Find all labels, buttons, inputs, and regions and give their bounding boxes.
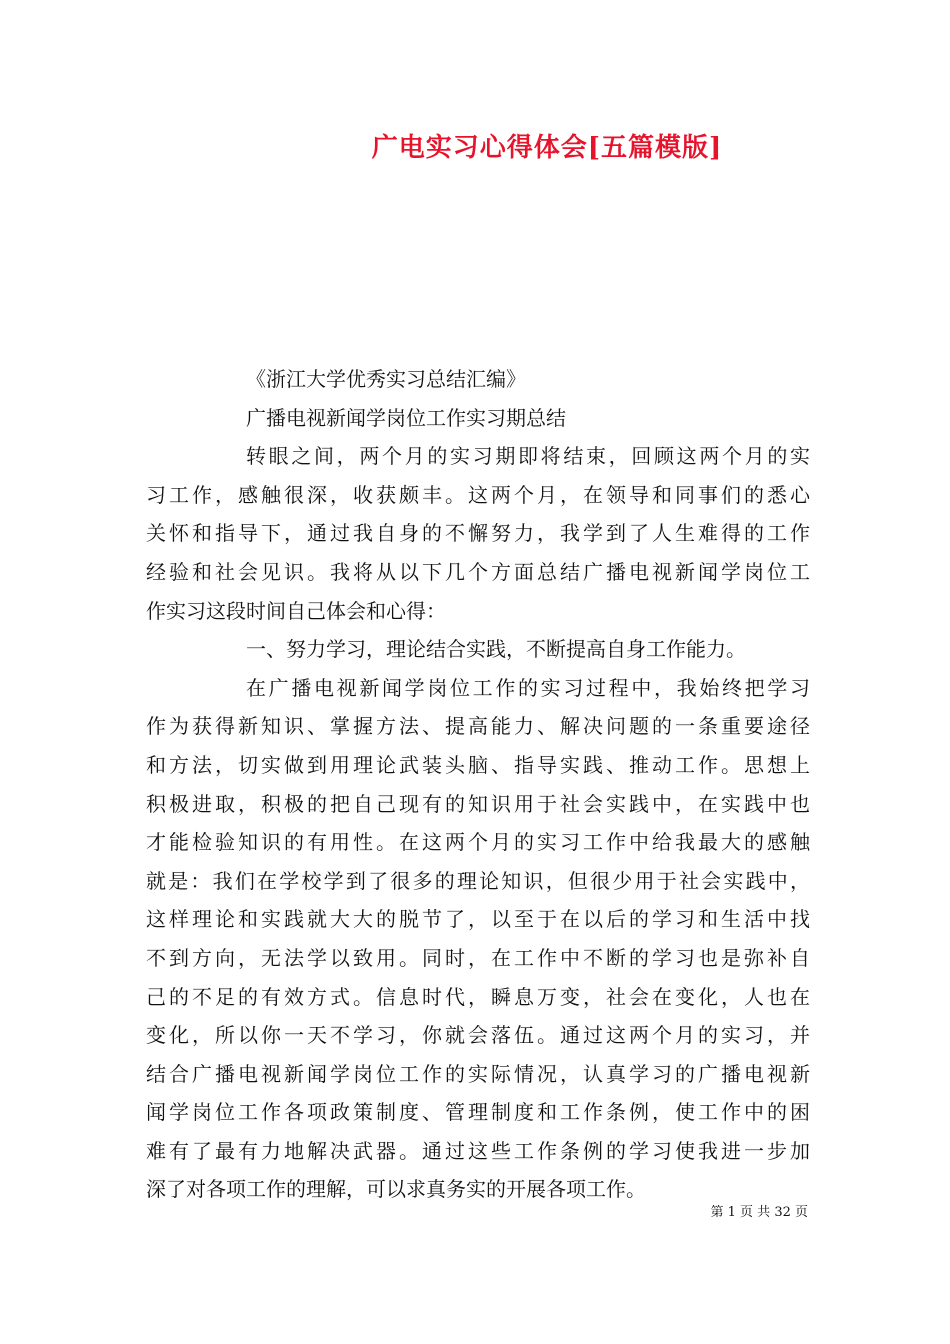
paragraph-1	[146, 437, 810, 630]
subtitle	[146, 399, 810, 438]
paragraph-2-line: 作为获得新知识、掌握方法、提高能力、解决问题的一条重要途径	[146, 714, 810, 739]
document-body	[146, 360, 810, 1209]
section-heading-1-text: 一、努力学习，理论结合实践，不断提高自身工作能力。	[246, 637, 746, 662]
paragraph-2-line: 这样理论和实践就大大的脱节了，以至于在以后的学习和生活中找	[146, 907, 810, 932]
paragraph-2	[146, 669, 810, 1209]
paragraph-2-line: 和方法，切实做到用理论武装头脑、指导实践、推动工作。思想上	[146, 752, 810, 777]
paragraph-2-line: 不到方向，无法学以致用。同时，在工作中不断的学习也是弥补自	[146, 945, 810, 970]
subtitle-text: 广播电视新闻学岗位工作实习期总结	[246, 405, 566, 430]
paragraph-2-line: 就是：我们在学校学到了很多的理论知识，但很少用于社会实践中，	[146, 868, 810, 893]
paragraph-2-line: 难有了最有力地解决武器。通过这些工作条例的学习使我进一步加	[146, 1138, 810, 1163]
document-title: 广电实习心得体会[五篇模版]	[371, 133, 723, 163]
paragraph-2-line: 闻学岗位工作各项政策制度、管理制度和工作条例，使工作中的困	[146, 1100, 810, 1125]
paragraph-2-line: 变化，所以你一天不学习，你就会落伍。通过这两个月的实习，并	[146, 1023, 810, 1048]
paragraph-1-line: 习工作，感触很深，收获颇丰。这两个月，在领导和同事们的悉心	[146, 482, 810, 507]
paragraph-1-line: 经验和社会见识。我将从以下几个方面总结广播电视新闻学岗位工	[146, 559, 810, 584]
paragraph-2-line: 结合广播电视新闻学岗位工作的实际情况，认真学习的广播电视新	[146, 1061, 810, 1086]
paragraph-2-line: 积极进取，积极的把自己现有的知识用于社会实践中，在实践中也	[146, 791, 810, 816]
source-line-text: 《浙江大学优秀实习总结汇编》	[246, 367, 526, 391]
paragraph-2-line: 在广播电视新闻学岗位工作的实习过程中，我始终把学习	[246, 675, 810, 700]
paragraph-1-line: 关怀和指导下，通过我自身的不懈努力，我学到了人生难得的工作	[146, 521, 810, 546]
source-line	[146, 360, 810, 399]
page-number-footer: 第 1 页 共 32 页	[710, 1205, 808, 1220]
paragraph-1-line: 作实习这段时间自己体会和心得：	[146, 598, 446, 623]
paragraph-2-line: 才能检验知识的有用性。在这两个月的实习工作中给我最大的感触	[146, 830, 810, 855]
section-heading-1	[146, 630, 810, 669]
paragraph-1-line: 转眼之间，两个月的实习期即将结束，回顾这两个月的实	[246, 444, 810, 469]
paragraph-2-line: 深了对各项工作的理解，可以求真务实的开展各项工作。	[146, 1177, 646, 1202]
paragraph-2-line: 己的不足的有效方式。信息时代，瞬息万变，社会在变化，人也在	[146, 984, 810, 1009]
